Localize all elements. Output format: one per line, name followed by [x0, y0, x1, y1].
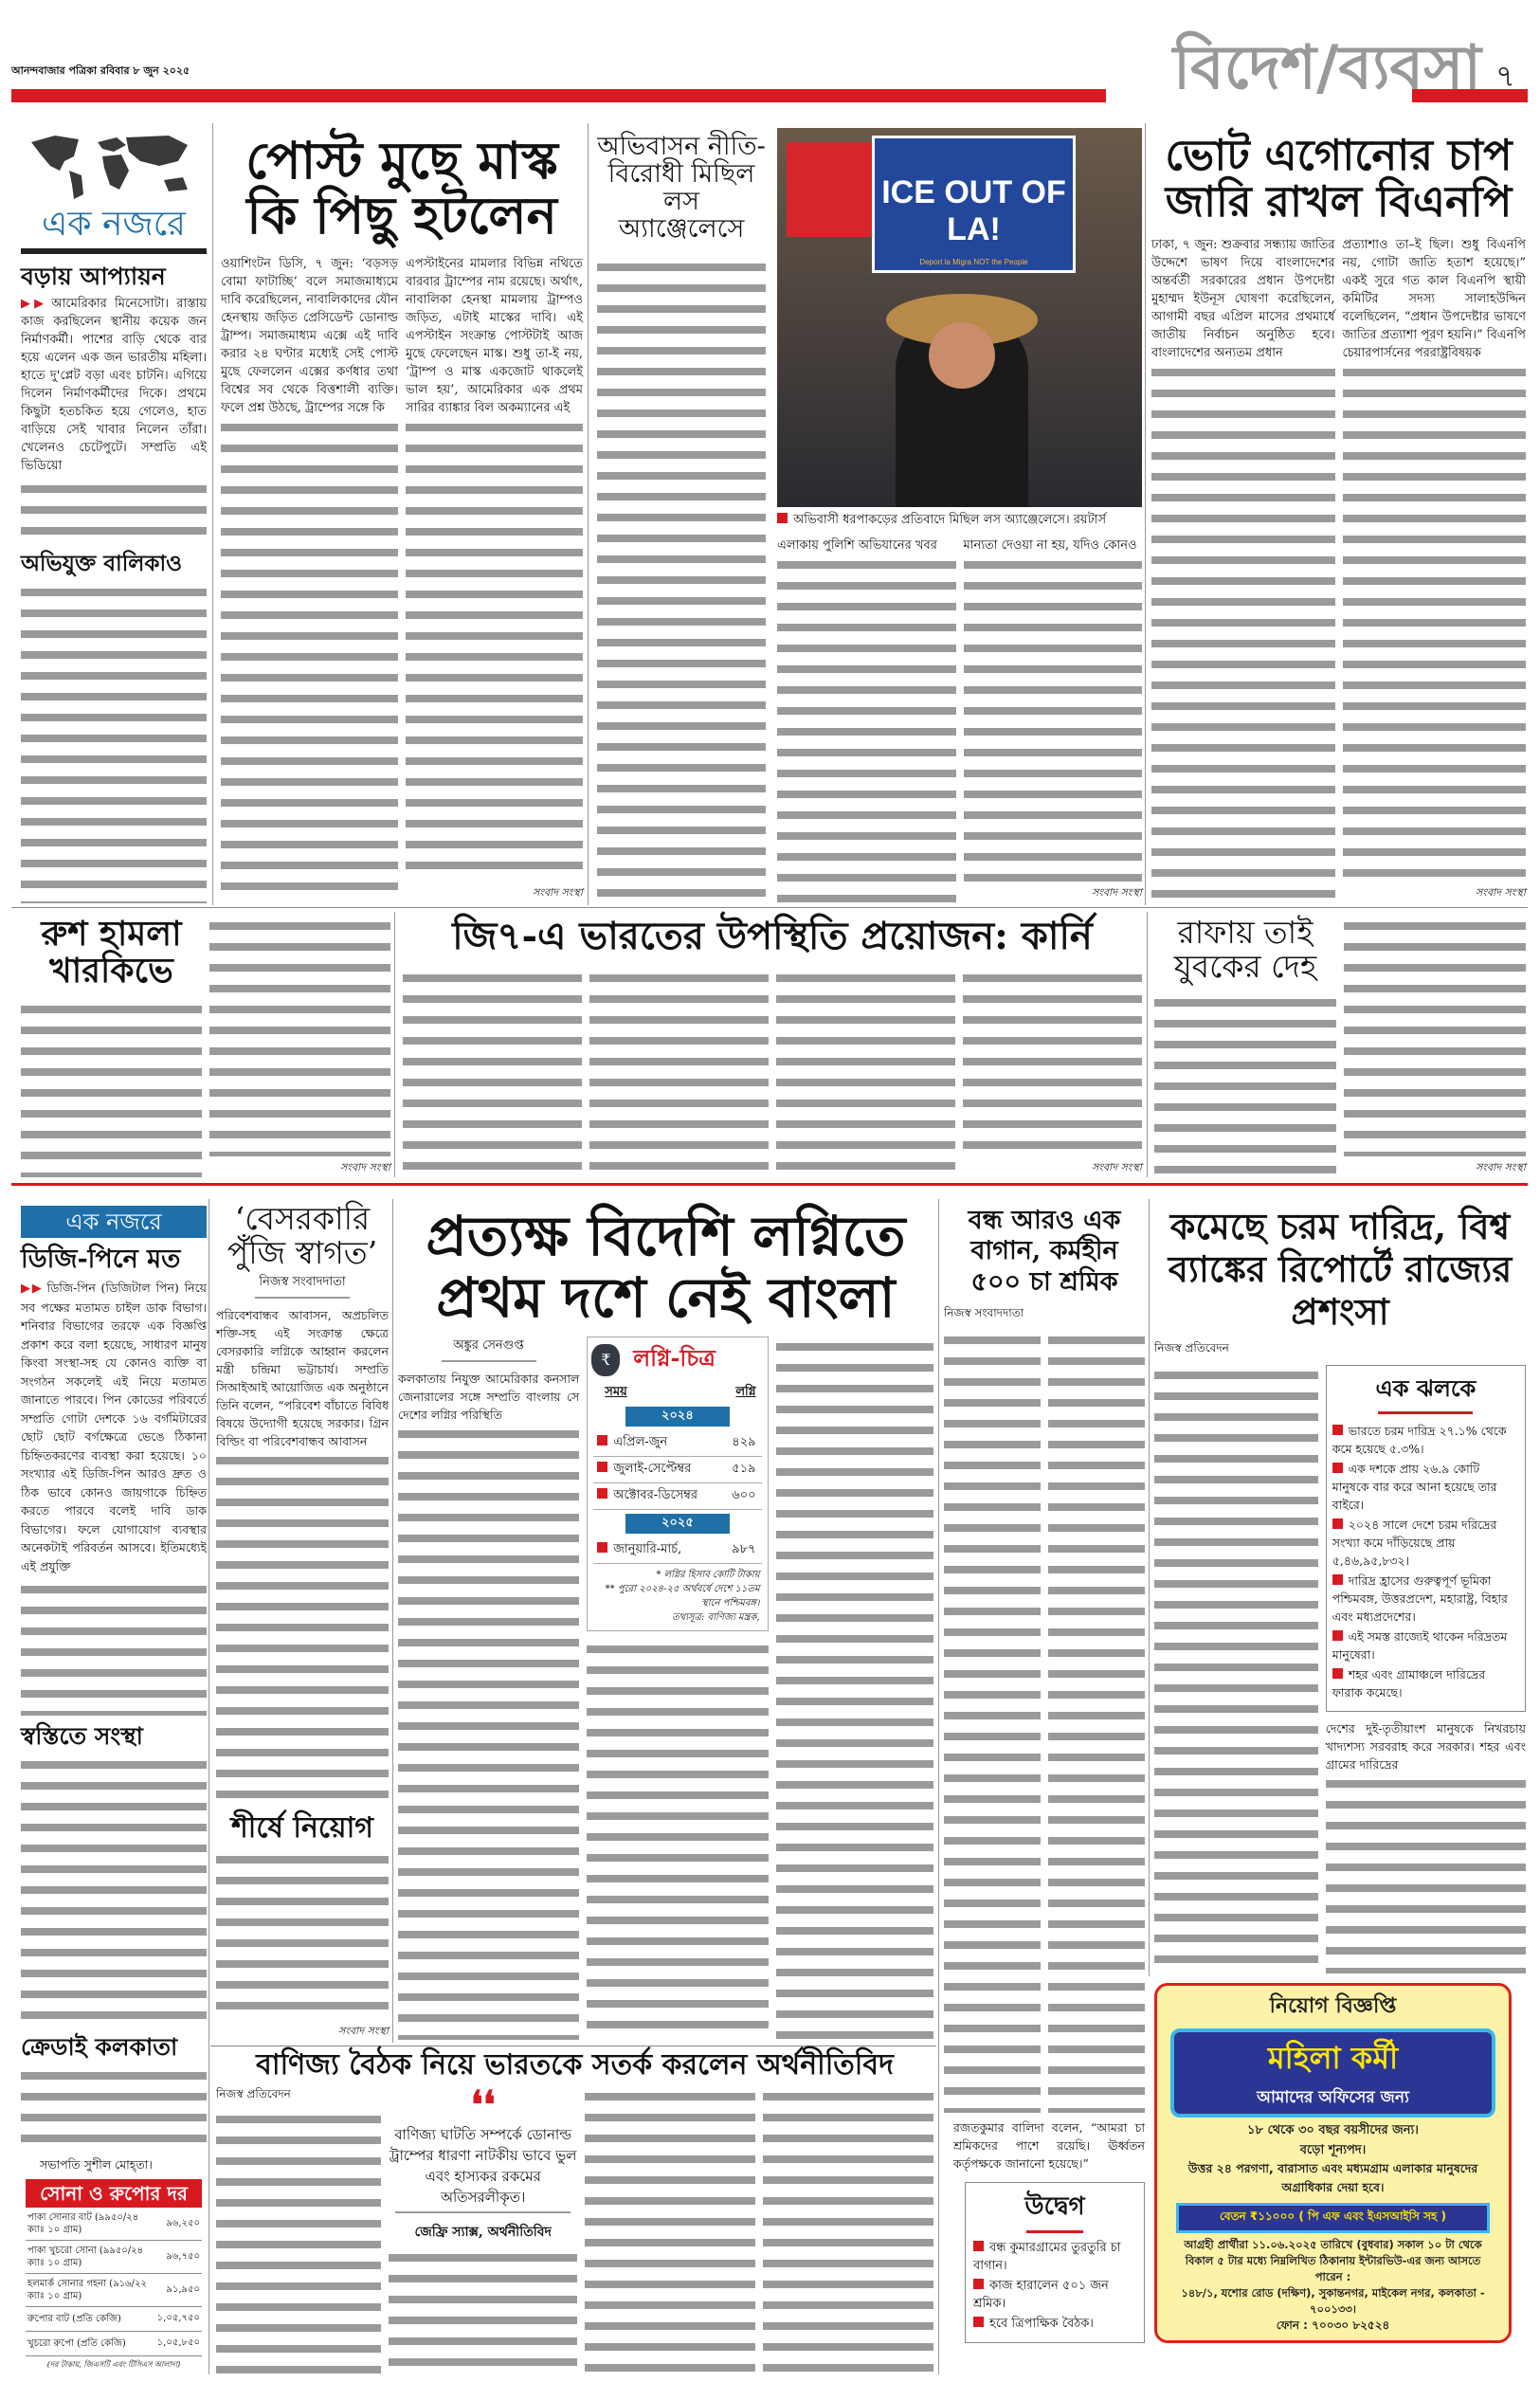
musk-col1-cont [221, 417, 398, 902]
bullet-point: বন্ধ কুমারগ্রামের তুরতুরি চা বাগান। [973, 2241, 1121, 2273]
poverty-article [1154, 1206, 1526, 2343]
trade-col2 [389, 2247, 577, 2377]
byline: নিজস্ব প্রতিবেদন [1154, 1341, 1229, 1355]
brief-title: স্বস্তিতে সংস্থা [21, 1721, 143, 1750]
fdi-col2 [587, 1639, 768, 2040]
bullet-point: ২০২৪ সালে দেশে চরম দরিদ্রের সংখ্যা কমে দাঁড়িয়েছে প্রায় ৫,৪৬,৯৫,৮৩২। [1332, 1518, 1497, 1569]
trade-col1 [216, 2109, 381, 2377]
g7-col4 [963, 968, 1142, 1156]
fdi-col3 [776, 1336, 933, 2040]
gold-item: রুপোর বাট (প্রতি কেজি) [26, 2307, 155, 2332]
investment-value: ৬০০ [732, 1487, 756, 1502]
page-number: ৭ [1495, 58, 1515, 94]
bnp-headline: ভোট এগোনোর চাপ জারি রাখল বিএনপি [1165, 130, 1513, 227]
lower-left-column [21, 1206, 207, 2372]
brief-text-cont [21, 1579, 207, 1716]
col-header-value: লগ্নি [735, 1384, 756, 1399]
ek-nojore-label: এক নজরে [42, 205, 186, 244]
brief-text [21, 1755, 207, 2027]
box-title: উদ্বেগ [1024, 2192, 1085, 2221]
poverty-col1 [1154, 1365, 1318, 1973]
poverty-col2 [1326, 1773, 1526, 1973]
credit: সংবাদ সংস্থা [1475, 886, 1526, 899]
credit: সংবাদ সংস্থা [1091, 886, 1142, 899]
section-title: বিদেশ/ব্যবসা [1172, 32, 1481, 103]
brief-text [21, 582, 207, 903]
chart-row [593, 1430, 761, 1457]
kharkiv-article [21, 916, 390, 1177]
chart-row [593, 1537, 761, 1564]
gold-item: খুচরো রুপো (প্রতি কেজি) [26, 2332, 155, 2356]
fdi-text: কলকাতায় নিযুক্ত আমেরিকার কনসাল জেনারালের সঙ্গে সম্প্রতি বাংলায় সে দেশের লগ্নির পরিস্থিতি [398, 1371, 580, 1422]
gold-rate-note: (দর টাকায়, জিএসটি এবং টিসিএস আলাদা) [46, 2360, 181, 2369]
credit: সংবাদ সংস্থা [532, 886, 583, 899]
immigration-headline: অভিবাসন নীতি-বিরোধী মিছিল লস অ্যাঞ্জেলেসে [597, 132, 766, 245]
gold-rate-row [26, 2307, 202, 2332]
gold-price: ১,০৫,৭৫০ [155, 2307, 202, 2332]
bnp-col2-cont [1343, 362, 1527, 882]
photo-caption: অভিবাসী ধরপাকড়ের প্রতিবাদে মিছিল লস অ্যাঞ্জেলেসে। রয়টার্স [777, 512, 1142, 529]
trade-col4 [763, 2086, 933, 2377]
gold-price: ৯১,৯৫০ [155, 2274, 202, 2307]
musk-article [221, 130, 583, 902]
chart-note: * লগ্নির হিসাব কোটি টাকায় [656, 1569, 760, 1580]
box-title: এক ঝলকে [1375, 1374, 1477, 1403]
immigration-photo-column [777, 128, 1142, 902]
top-hiring-text [216, 1849, 389, 2020]
poverty-after: দেশের দুই-তৃতীয়াংশ মানুষকে নিখরচায় খাদ্যশস্য সরবরাহ করে সরকার। শহর এবং গ্রামের দারিদ্রের [1325, 1721, 1526, 1773]
credit: সংবাদ সংস্থা [1091, 1161, 1142, 1173]
musk-col1: ওয়াশিংটন ডিসি, ৭ জুন: ‘বড়সড় বোমা ফাটাচ্ছি’ বলে সমাজমাধ্যমে দাবি করেছিলেন, নাবালিকাদের যৌন হেনস্থায় জড়িত প্রেসিডেন্ট ডোনাল্ড ট্রাম্প। সমাজমাধ্যম এক্সে এই দাবি করার ২৪ ঘণ্টার মধ্যেই সেই পোস্ট মুছে ফেললেন এক্সের কর্ণধার তথা বিশ্বের সব থেকে বিত্তশালী ব্যক্তি। ফলে প্রশ্ন উঠছে, ট্রাম্পের সঙ্গে কি [221, 256, 398, 415]
top-hiring-headline: শীর্ষে নিয়োগ [231, 1810, 373, 1845]
gold-price: ৯৬,২৫০ [155, 2208, 202, 2241]
rafah-article [1154, 916, 1526, 1177]
bullet-point: দারিদ্র হ্রাসের গুরুত্বপূর্ণ ভূমিকা পশ্চিমবঙ্গ, উত্তরপ্রদেশ, মহারাষ্ট্র, বিহার এবং মধ্যপ্রদেশের। [1332, 1573, 1508, 1625]
byline: অঙ্কুর সেনগুপ্ত [453, 1337, 524, 1353]
gold-rate-row [26, 2241, 202, 2274]
chart-row [593, 1457, 761, 1483]
gold-rate-row [26, 2208, 202, 2241]
investment-value: ৪২৯ [732, 1434, 756, 1449]
investment-value: ৯৮৭ [732, 1541, 756, 1556]
concern-box [965, 2182, 1145, 2343]
tea-col1 [944, 1330, 1041, 2113]
bullet-point: এই সমস্ত রাজ্যেই থাকেন দরিদ্রতম মানুষেরা। [1332, 1629, 1508, 1663]
private-capital-text: পরিবেশবান্ধব আবাসন, অপ্রচলিত শক্তি-সহ এই সংক্রান্ত ক্ষেত্রে বেসরকারি লগ্নিকে আহ্বান করলেন মন্ত্রী চন্দ্রিমা ভট্টাচার্য। সম্প্রতি সিআইআই আয়োজিত এক অনুষ্ঠানে তিনি বলেন, “পরিবেশ বাঁচাতে বিবিধ বিষয়ে উদ্যোগী হয়েছে সরকার। গ্রিন বিল্ডিং বা পরিবেশবান্ধব আবাসন [216, 1308, 389, 1449]
quote-mark-icon: ❛❛ [470, 2082, 496, 2128]
period-label: অক্টোবর-ডিসেম্বর [613, 1487, 698, 1502]
fdi-headline: প্রত্যক্ষ বিদেশি লগ্নিতে প্রথম দশে নেই বাংলা [426, 1204, 906, 1330]
g7-col2 [589, 968, 769, 1177]
trade-headline: বাণিজ্য বৈঠক নিয়ে ভারতকে সতর্ক করলেন অর্থনীতিবিদ [256, 2048, 894, 2082]
brief-text [21, 2065, 207, 2155]
job-ad: নিয়োগ বিজ্ঞপ্তি মহিলা কর্মী আমাদের অফিসের জন্য ১৮ থেকে ৩০ বছর বয়সীদের জন্য। বড়ো শূন্যপদ। উত্তর ২৪ পরগণা, বারাসাত এবং মধ্যমগ্রাম এলাকার মানুষদের অগ্রাধিকার দেয়া হবে। বেতন ₹১১০০০ ( পি এফ এবং ইএসআইসি সহ ) আগ্রহী প্রার্থীরা ১১.০৬.২০২৫ তারিখে (বুধবার) সকাল ১০ টা থেকে বিকাল ৫ টার মধ্যে নিম্নলিখিত ঠিকানায় ইন্টারভিউ-এর জন্য আসতে পারেন : ১৪৮/১, যশোর রোড (দক্ষিণ), সুকান্তনগর, মাইকেল নগর, কলকাতা - ৭০০১৩৩। ফোন : ৭০০৩০ ৮২৫২৪ [1154, 1983, 1512, 2343]
immigration-col3: মান্যতা দেওয়া না হয়, যদিও কোনও [963, 538, 1137, 553]
ad-phone: ফোন : ৭০০৩০ ৮২৫২৪ [1276, 2318, 1390, 2332]
chart-title: লগ্নি-চিত্র [633, 1343, 716, 1372]
investment-chart-box [587, 1336, 768, 1631]
immigration-col3-cont [964, 555, 1143, 882]
header-red-bar [11, 89, 1106, 102]
immigration-col [597, 257, 766, 902]
bullet-point: কাজ হারালেন ৫০১ জন শ্রমিক। [973, 2279, 1109, 2311]
bnp-col1-cont [1151, 362, 1335, 902]
period-label: জানুয়ারি-মার্চ, [613, 1541, 682, 1556]
period-label: জুলাই-সেপ্টেম্বর [613, 1461, 692, 1476]
gold-rate-block [21, 2179, 207, 2372]
pull-quote: বাণিজ্য ঘাটতি সম্পর্কে ডোনাল্ড ট্রাম্পের ধারণা নাটকীয় ভাবে ভুল এবং হাস্যকর রকমের অতিসরলীকৃত। [389, 2126, 577, 2207]
fdi-col1 [398, 1424, 579, 2040]
quote-author: জেফ্রি স্যাক্স, অর্থনীতিবিদ [414, 2225, 552, 2241]
brief-text: ▶▶ আমেরিকার মিনেসোটা। রাস্তায় কাজ করছিলেন স্থানীয় কয়েক জন নির্মাণকর্মী। পাশের বাড়ি থেকে বার হয়ে এলেন এক জন ভারতীয় মহিলা। হাতে দু'প্লেট বড়া এবং চাটনি। এগিয়ে দিলেন নির্মাণকর্মীদের দিকে। প্রথমে কিছুটা হতচকিত হয়ে গেলেও, হাত বাড়িয়ে সেই খাবার নিলেন তাঁরা। খেলেনও চেটেপুটে। সম্প্রতি এই ভিডিয়ো [21, 297, 207, 474]
period-label: এপ্রিল-জুন [613, 1434, 668, 1449]
brief-text: ▶▶ ডিজি-পিন (ডিজিটাল পিন) নিয়ে সব পক্ষের মতামত চাইল ডাক বিভাগ। শনিবার বিভাগের তরফে এক বিজ্ঞপ্তি প্রকাশ করে বলা হয়েছে, সাধারণ মানুষ কিংবা সংস্থা-সহ যে কোনও ব্যক্তি বা সংগঠন সকলেই এই নিয়ে মতামত জানাতে পারবে। পিন কোডের পরিবর্তে সম্প্রতি গোটা দেশকে ১৬ বর্গমিটারের ছোট ছোট বর্গক্ষেত্রে ভেঙে ঠিকানা চিহ্নিতকরণের ব্যবস্থা করা হয়েছে। ১০ সংখ্যার এই ডিজি-পিন আরও দ্রুত ও ঠিক ভাবে কোনও জায়গাকে চিহ্নিত করতে পারবে বলেই দাবি ডাক বিভাগের। ফলে যোগাযোগ ব্যবস্থার অনেকটাই পরিবর্তন আসবে। ইতিমধ্যেই এই প্রযুক্তি [21, 1281, 208, 1573]
gold-price: ১,০৫,৮৫০ [155, 2332, 202, 2356]
credit: সংবাদ সংস্থা [337, 2025, 389, 2037]
chart-row [593, 1483, 761, 1510]
bnp-col2: প্রত্যাশাও তা–ই ছিল। শুধু বিএনপি নয়, গোটা জাতি হতাশ হয়েছে।” একই সুরে গত কাল বিএনপি স্থায়ী কমিটির সদস্য সালাহউদ্দিন বলেছিলেন, “প্রধান উপদেষ্টার ভাষণে জাতির প্রত্যাশা পূরণ হয়নি।” বিএনপি চেয়ারপার্সনের পররাষ্ট্রবিষয়ক [1342, 238, 1526, 361]
brief-title: বড়ায় আপ্যায়ন [21, 263, 166, 291]
gold-rate-title: সোনা ও রুপোর দর [26, 2179, 202, 2208]
masthead-date: আনন্দবাজার পত্রিকা রবিবার ৮ জুন ২০২৫ [11, 64, 190, 77]
bnp-article [1151, 130, 1526, 902]
poverty-headline: কমেছে চরম দারিদ্র, বিশ্ব ব্যাঙ্কের রিপোর্টে রাজ্যের প্রশংসা [1168, 1205, 1513, 1333]
ad-salary: বেতন ₹১১০০০ ( পি এফ এবং ইএসআইসি সহ ) [1176, 2203, 1490, 2233]
g7-article [403, 916, 1142, 1177]
byline: নিজস্ব সংবাদদাতা [259, 1275, 346, 1290]
musk-headline: পোস্ট মুছে মাস্ক কি পিছু হটলেন [245, 130, 558, 246]
year-band: ২০২৫ [625, 1514, 730, 1534]
private-capital-article [216, 1202, 389, 2041]
bnp-col1: ঢাকা, ৭ জুন: শুক্রবার সন্ধ্যায় জাতির উদ্দেশে ভাষণ দিয়ে বাংলাদেশের অন্তর্বর্তী সরকারের প্রধান উপদেষ্টা মুহাম্মদ ইউনূস ঘোষণা করেছিলেন, আগামী বছর এপ্রিল মাসের প্রথমার্ধে জাতীয় নির্বাচন অনুষ্ঠিত হবে। বাংলাদেশের অন্যতম প্রধান [1151, 238, 1335, 361]
gold-rate-row [26, 2332, 202, 2356]
private-capital-cont [216, 1450, 389, 1805]
gold-rate-table [26, 2208, 202, 2356]
brief-text-tail: সভাপতি সুশীল মোহ্‌তা। [40, 2157, 153, 2172]
chart-note: তথ্যসূত্র: বাণিজ্য মন্ত্রক, [672, 1611, 760, 1623]
trade-article [216, 2050, 933, 2377]
bullet-point: শহর এবং গ্রামাঞ্চলে দারিদ্রের ফারাক কমেছে। [1332, 1667, 1486, 1700]
gold-item: হলমার্ক সোনার গহনা (৯১৬/২২ ক্যাঃ ১০ গ্রাম) [26, 2274, 155, 2307]
brief-text-cont [21, 479, 207, 545]
brief-title: ক্রেডাই কলকাতা [21, 2033, 178, 2061]
ek-nojore-label: এক নজরে [21, 1206, 207, 1238]
protest-sign: ICE OUT OF LA! Deport la Migra NOT the People [872, 136, 1076, 273]
brief-title: ডিজি-পিনে মত [21, 1245, 181, 1274]
musk-col2-cont [406, 417, 583, 882]
investment-value: ৫১৯ [732, 1461, 756, 1476]
trade-col3 [585, 2086, 755, 2377]
byline: নিজস্ব সংবাদদাতা [944, 1306, 1024, 1320]
gold-price: ৯৬,৭৫০ [155, 2241, 202, 2274]
bullet-point: এক দশকে প্রায় ২৬.৯ কোটি মানুষকে বার করে আনা হয়েছে তার বাইরে। [1332, 1462, 1497, 1513]
immigration-col2-cont [777, 555, 956, 902]
g7-headline: জি৭-এ ভারতের উপস্থিতি প্রয়োজন: কার্নি [452, 914, 1093, 958]
rafah-col2 [1344, 916, 1526, 1156]
fdi-article [398, 1206, 933, 2040]
rafah-col1 [1154, 992, 1336, 1177]
credit: সংবাদ সংস্থা [1475, 1161, 1526, 1173]
kharkiv-col1 [21, 999, 202, 1177]
kharkiv-col2 [209, 916, 390, 1156]
musk-col2: এপস্টাইনের মামলার বিভিন্ন নথিতে বারবার ট্রাম্পের নাম রয়েছে। অর্থাৎ, নাবালিকা হেনস্থা মামলায় ট্রাম্পও জড়িত, এটাই মাস্কের দাবি। এই এপস্টাইন সংক্রান্ত পোস্টটাই আজ মুছে ফেলেছেন মাস্ক। শুধু তা-ই নয়, ‘ট্রাম্প ও মাস্ক একজোট থাকলেই ভাল হয়’, আমেরিকার এক প্রথম সারির ব্যাঙ্কার বিল অকম্যানের এই [406, 256, 583, 415]
rafah-headline: রাফায় তাই যুবকের দেহ [1173, 914, 1317, 985]
g7-col3 [776, 968, 955, 1177]
ad-title: নিয়োগ বিজ্ঞপ্তি [1269, 1994, 1397, 2018]
brief-title: অভিযুক্ত বালিকাও [21, 551, 183, 577]
money-bag-icon: ₹ [591, 1344, 620, 1376]
ad-banner: মহিলা কর্মী আমাদের অফিসের জন্য [1170, 2028, 1495, 2118]
gold-item: পাকা সোনার বাট (৯৯৫০/২৪ ক্যাঃ ১০ গ্রাম) [26, 2208, 155, 2241]
tea-article [944, 1206, 1145, 2343]
immigration-col2: এলাকায় পুলিশি অভিযানের খবর [777, 538, 937, 553]
bullet-point: হবে ত্রিপাক্ষিক বৈঠক। [973, 2315, 1136, 2333]
credit: সংবাদ সংস্থা [339, 1161, 390, 1173]
bullet-point: ভারতে চরম দারিদ্র ২৭.১% থেকে কমে হয়েছে ৫.৩%। [1332, 1424, 1507, 1457]
gold-rate-row [26, 2274, 202, 2307]
immigration-headline-column [597, 133, 766, 902]
g7-col1 [403, 968, 582, 1177]
divider [21, 248, 207, 254]
byline: নিজস্ব প্রতিবেদন [216, 2087, 291, 2101]
year-band: ২০২৪ [625, 1407, 730, 1427]
tea-quote: রজতকুমার বালিদা বলেন, “আমরা চা শ্রমিকদের পাশে রয়েছি। ঊর্ধ্বতন কর্তৃপক্ষকে জানানো হয়েছে।” [953, 2120, 1145, 2171]
top-left-column [21, 128, 207, 903]
private-capital-headline: ‘বেসরকারি পুঁজি স্বাগত’ [226, 1200, 378, 1271]
tea-headline: বন্ধ আরও এক বাগান, কর্মহীন ৫০০ চা শ্রমিক [968, 1206, 1121, 1297]
at-a-glance-box [1326, 1365, 1526, 1712]
protest-photo [777, 128, 1142, 507]
gold-item: পাকা খুচরো সোনা (৯৯৫০/২৪ ক্যাঃ ১০ গ্রাম) [26, 2241, 155, 2274]
chart-note: ** পুরো ২০২৪-২৫ অর্থবর্ষে দেশে ১১তম স্থানে পশ্চিমবঙ্গ। [605, 1583, 760, 1609]
kharkiv-headline: রুশ হামলা খারকিভে [41, 914, 182, 991]
tea-col2 [1048, 1330, 1145, 2113]
col-header-period: সময় [605, 1384, 627, 1399]
world-map-icon [27, 128, 197, 204]
